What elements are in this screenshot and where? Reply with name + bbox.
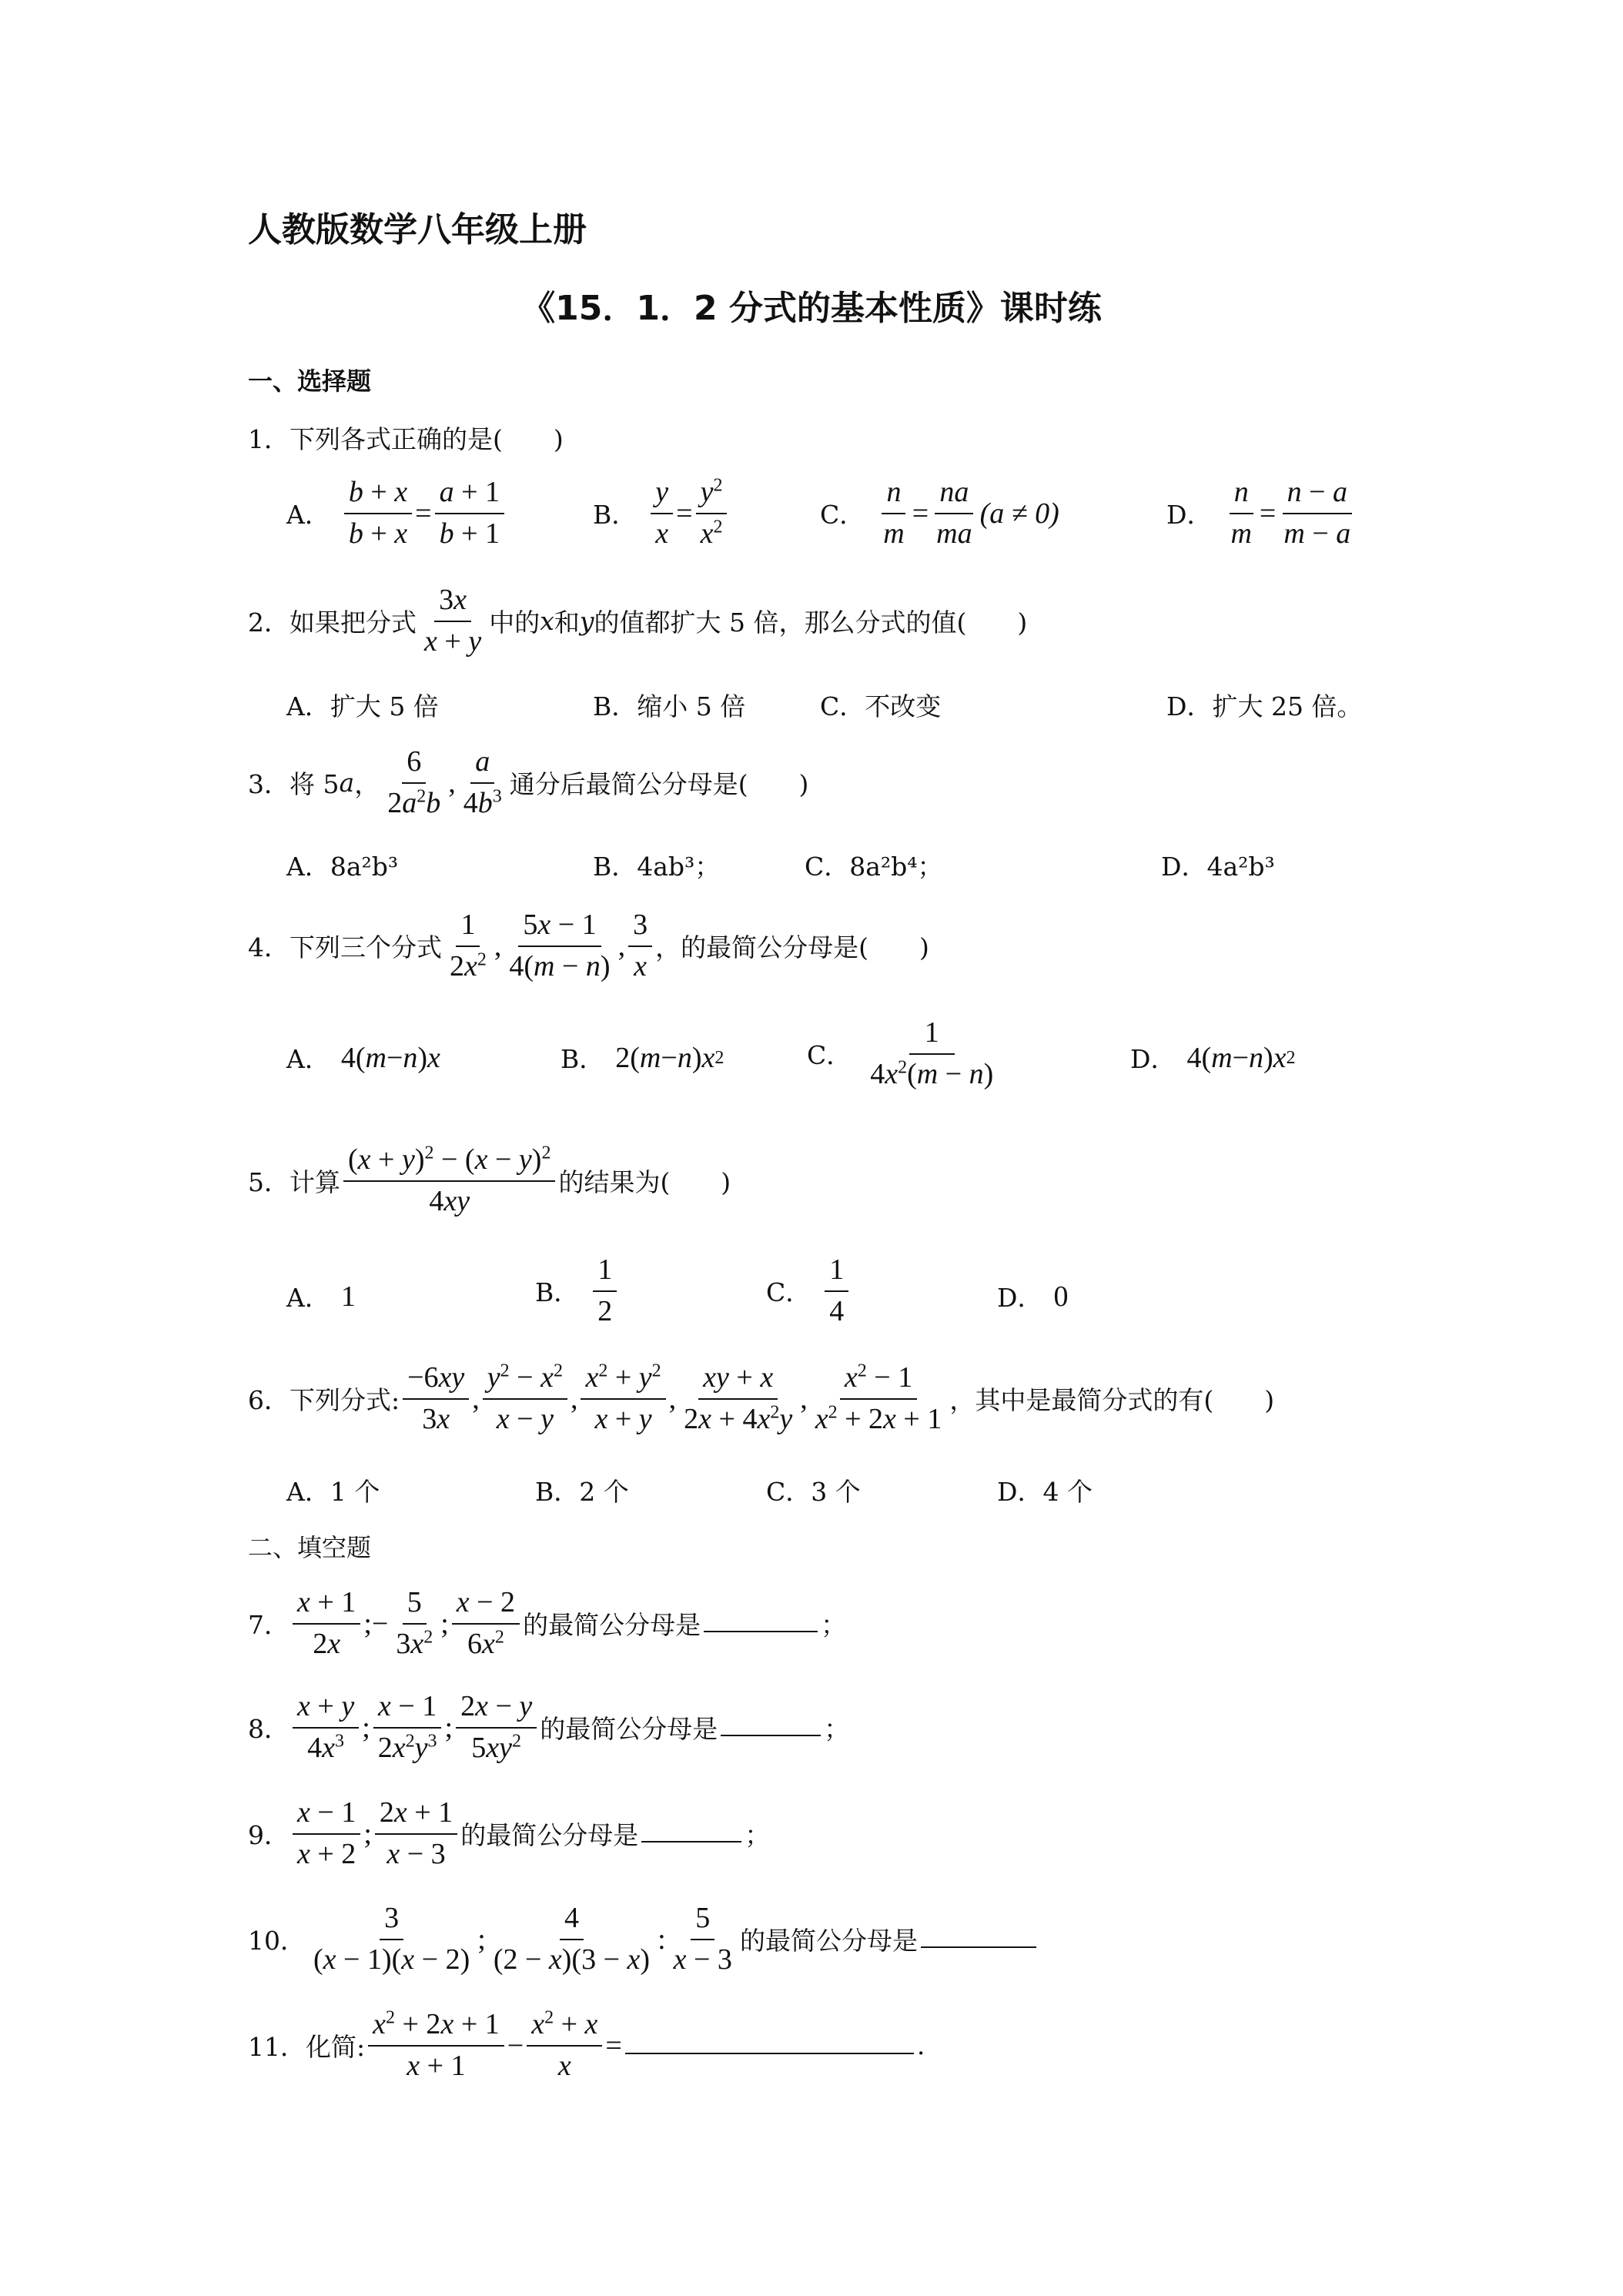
question-2: 2． 如果把分式 $\frac{3x}{x + y}$ 中的 x 和 y 的值都扩大 5 倍，那么分式的值( ) [248,584,1028,658]
q5-option-c: C． $\frac{1}{4}$ [766,1253,852,1328]
question-11: 11． 化简: $\frac{x^2 + 2x + 1}{x + 1}$ − $\frac{x^2 + x}{x}$ = . [248,2007,925,2082]
section-fill: 二、填空题 [248,1533,372,1562]
q3-option-d: D．4a²b³ [1161,852,1275,882]
q1-option-a: A． $\frac{b + x}{b + x}$ = $\frac{a + 1}{b + 1}$ [286,476,507,551]
q2-option-a: A．扩大 5 倍 [286,691,439,721]
q2-option-d: D．扩大 25 倍。 [1166,691,1363,721]
question-7: 7． $\frac{x + 1}{2x}$ ;− $\frac{5}{3x^2}$ ; $\frac{x - 2}{6x^2}$ 的最简公分母是 ； [248,1586,847,1660]
q1-option-d: D． $\frac{n}{m}$ = $\frac{n - a}{m - a}$ [1166,476,1351,550]
q9-answer-blank[interactable] [641,1840,741,1842]
q4-option-a: A． 4( m − n ) x [286,1041,440,1074]
question-6: 6． 下列分式: $\frac{-6xy}{3x}$ , $\frac{y^2 - x^2}{x - y}$ , $\frac{x^2 + y^2}{x + y}$ , $\frac{xy + x}{2x + 4x^2y}$ , $\frac{x^2 - 1}{x^2 + 2x + 1}$ ，其中是最简分式的有( ) [248,1361,1275,1435]
q5-option-d: D． 0 [997,1280,1069,1313]
q6-option-d: D．4 个 [997,1477,1093,1507]
q4-option-d: D． 4( m − n ) x 2 [1130,1041,1296,1074]
q5-option-b: B． $\frac{1}{2}$ [535,1253,620,1328]
q6-option-b: B．2 个 [535,1477,629,1507]
publisher-line: 人教版数学八年级上册 [248,210,587,249]
q6-option-c: C．3 个 [766,1477,861,1507]
question-1: 1． 下列各式正确的是( ) [248,424,564,454]
q7-answer-blank[interactable] [704,1630,818,1632]
q4-option-c: C． $\frac{1}{4x^2(m - n)}$ [807,1016,994,1090]
section-choice: 一、选择题 [248,366,372,396]
q8-answer-blank[interactable] [721,1734,821,1736]
q2-option-b: B．缩小 5 倍 [593,691,746,721]
q3-option-b: B．4ab³； [593,852,721,882]
question-8: 8． $\frac{x + y}{4x^3}$ ; $\frac{x - 1}{2x^2y^3}$ ; $\frac{2x - y}{5xy^2}$ 的最简公分母是 ； [248,1690,850,1764]
question-3: 3． 将 5 a ， $\frac{6}{2a^2b}$ , $\frac{a}{4b^3}$ 通分后最简公分母是( ) [248,745,809,819]
question-4: 4． 下列三个分式 $\frac{1}{2x^2}$ , $\frac{5x - 1}{4(m - n)}$ , $\frac{3}{x}$ ，的最简公分母是( ) [248,909,929,982]
q5-option-a: A． 1 [286,1280,356,1313]
q4-option-b: B． 2( m − n ) x 2 [561,1041,724,1074]
worksheet-title: 《15．1．2 分式的基本性质》课时练 [521,289,1102,328]
question-5: 5． 计算 $\frac{(x + y)^2 - (x - y)^2}{4xy}$ 的结果为( ) [248,1143,731,1217]
question-10: 10． $\frac{3}{(x - 1)(x - 2)}$ ; $\frac{4}{(2 - x)(3 - x)}$ : $\frac{5}{x - 3}$ 的最简公分母是 [248,1902,1039,1976]
q10-answer-blank[interactable] [921,1946,1036,1948]
q2-option-c: C．不改变 [820,691,942,721]
q6-option-a: A．1 个 [286,1477,380,1507]
question-9: 9． $\frac{x - 1}{x + 2}$ ; $\frac{2x + 1}{x - 3}$ 的最简公分母是 ； [248,1796,771,1870]
q1-option-b: B． $\frac{y}{x}$ = $\frac{y^2}{x^2}$ [593,476,730,551]
q11-answer-blank[interactable] [625,2052,914,2054]
q1-option-c: C． $\frac{n}{m}$ = $\frac{na}{ma}$ (a ≠ 0) [820,476,1059,550]
q3-option-a: A．8a²b³ [286,852,399,882]
q3-option-c: C．8a²b⁴； [805,852,943,882]
